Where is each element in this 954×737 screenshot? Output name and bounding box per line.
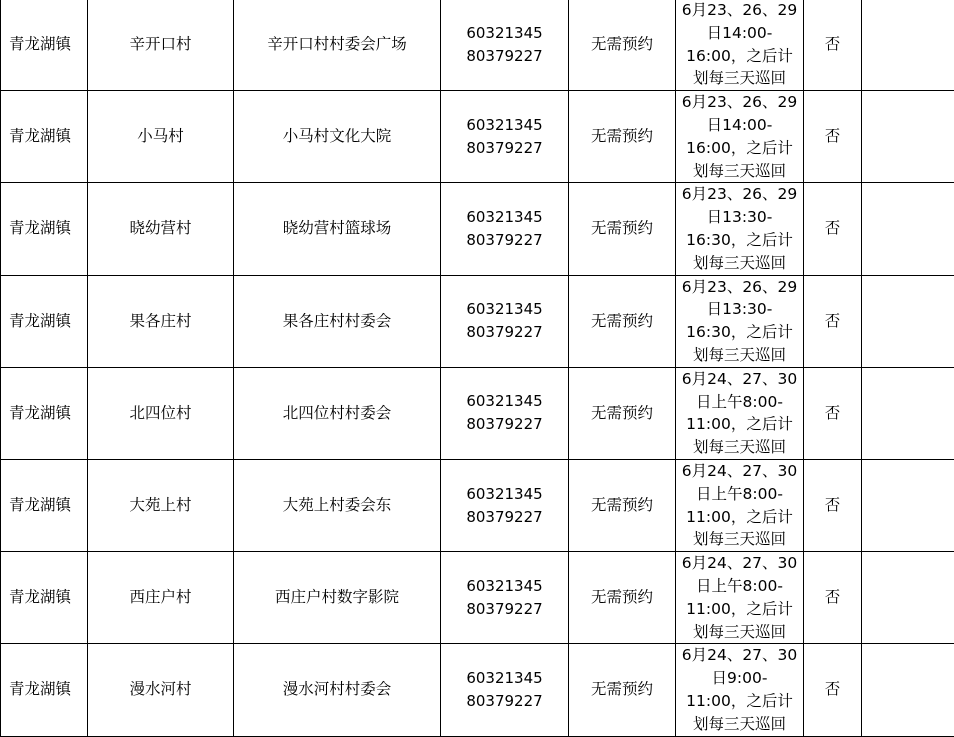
town-cell (1, 367, 88, 459)
schedule-line: 6月23、26、29 (676, 91, 803, 114)
village-cell (88, 644, 234, 736)
phone-cell (441, 183, 569, 275)
town-cell (1, 459, 88, 551)
village-text: 大苑上村 (88, 494, 233, 517)
appointment-cell (569, 552, 676, 644)
flag-text: 否 (804, 678, 861, 701)
location-cell (234, 644, 441, 736)
town-cell (1, 552, 88, 644)
appointment-cell (569, 367, 676, 459)
village-text: 西庄户村 (88, 586, 233, 609)
town-text: 青龙湖镇 (9, 125, 87, 148)
table-row (1, 275, 954, 367)
schedule-cell (676, 459, 804, 551)
empty-cell (862, 644, 954, 736)
town-text: 青龙湖镇 (9, 586, 87, 609)
village-text: 晓幼营村 (88, 217, 233, 240)
schedule-line: 日14:00- (676, 22, 803, 45)
phone-number: 80379227 (441, 321, 568, 344)
phone-cell (441, 0, 569, 91)
schedule-cell (676, 552, 804, 644)
flag-text: 否 (804, 586, 861, 609)
phone-number: 60321345 (441, 390, 568, 413)
phone-cell (441, 91, 569, 183)
empty-cell (862, 275, 954, 367)
village-cell (88, 91, 234, 183)
appointment-cell (569, 644, 676, 736)
schedule-cell (676, 367, 804, 459)
village-cell (88, 0, 234, 91)
appointment-cell (569, 275, 676, 367)
table-body (1, 0, 954, 736)
flag-cell (804, 183, 862, 275)
phone-number: 60321345 (441, 483, 568, 506)
location-text: 辛开口村村委会广场 (234, 33, 440, 56)
appointment-cell (569, 0, 676, 91)
flag-cell (804, 0, 862, 91)
schedule-line: 6月24、27、30 (676, 368, 803, 391)
phone-number: 80379227 (441, 690, 568, 713)
schedule-line: 划每三天巡回 (676, 252, 803, 275)
town-text: 青龙湖镇 (9, 217, 87, 240)
location-text: 北四位村村委会 (234, 402, 440, 425)
town-text: 青龙湖镇 (9, 402, 87, 425)
location-text: 晓幼营村篮球场 (234, 217, 440, 240)
village-cell (88, 275, 234, 367)
empty-cell (862, 459, 954, 551)
schedule-line: 划每三天巡回 (676, 344, 803, 367)
table-row (1, 552, 954, 644)
appointment-cell (569, 459, 676, 551)
town-cell (1, 275, 88, 367)
location-cell (234, 459, 441, 551)
schedule-line: 11:00，之后计 (676, 598, 803, 621)
town-text: 青龙湖镇 (9, 33, 87, 56)
schedule-line: 6月24、27、30 (676, 552, 803, 575)
empty-cell (862, 91, 954, 183)
town-text: 青龙湖镇 (9, 494, 87, 517)
schedule-line: 划每三天巡回 (676, 528, 803, 551)
schedule-line: 16:00，之后计 (676, 45, 803, 68)
town-cell (1, 183, 88, 275)
village-cell (88, 367, 234, 459)
appointment-text: 无需预约 (569, 217, 675, 240)
schedule-line: 16:30，之后计 (676, 229, 803, 252)
appointment-text: 无需预约 (569, 310, 675, 333)
phone-number: 80379227 (441, 598, 568, 621)
schedule-line: 16:00，之后计 (676, 137, 803, 160)
phone-number: 60321345 (441, 575, 568, 598)
phone-number: 80379227 (441, 137, 568, 160)
location-cell (234, 552, 441, 644)
schedule-line: 6月24、27、30 (676, 644, 803, 667)
schedule-line: 6月24、27、30 (676, 460, 803, 483)
schedule-line: 6月23、26、29 (676, 183, 803, 206)
phone-number: 80379227 (441, 413, 568, 436)
appointment-text: 无需预约 (569, 125, 675, 148)
location-cell (234, 0, 441, 91)
schedule-line: 日上午8:00- (676, 483, 803, 506)
village-text: 辛开口村 (88, 33, 233, 56)
table-row (1, 459, 954, 551)
location-cell (234, 275, 441, 367)
flag-text: 否 (804, 217, 861, 240)
appointment-text: 无需预约 (569, 402, 675, 425)
village-text: 漫水河村 (88, 678, 233, 701)
location-cell (234, 183, 441, 275)
table-row (1, 644, 954, 736)
appointment-text: 无需预约 (569, 678, 675, 701)
schedule-line: 11:00，之后计 (676, 690, 803, 713)
flag-cell (804, 552, 862, 644)
flag-text: 否 (804, 125, 861, 148)
phone-number: 60321345 (441, 206, 568, 229)
town-cell (1, 91, 88, 183)
empty-cell (862, 0, 954, 91)
town-cell (1, 0, 88, 91)
flag-text: 否 (804, 402, 861, 425)
village-text: 北四位村 (88, 402, 233, 425)
empty-cell (862, 367, 954, 459)
flag-text: 否 (804, 33, 861, 56)
table-row (1, 367, 954, 459)
flag-cell (804, 367, 862, 459)
table-row (1, 0, 954, 91)
flag-text: 否 (804, 310, 861, 333)
town-text: 青龙湖镇 (9, 678, 87, 701)
schedule-line: 11:00，之后计 (676, 413, 803, 436)
schedule-line: 日上午8:00- (676, 391, 803, 414)
appointment-text: 无需预约 (569, 586, 675, 609)
flag-text: 否 (804, 494, 861, 517)
empty-cell (862, 552, 954, 644)
appointment-cell (569, 91, 676, 183)
location-text: 果各庄村村委会 (234, 310, 440, 333)
flag-cell (804, 91, 862, 183)
schedule-cell (676, 91, 804, 183)
location-text: 小马村文化大院 (234, 125, 440, 148)
empty-cell (862, 183, 954, 275)
phone-number: 60321345 (441, 298, 568, 321)
schedule-line: 日9:00- (676, 667, 803, 690)
phone-cell (441, 459, 569, 551)
schedule-cell (676, 183, 804, 275)
phone-cell (441, 552, 569, 644)
village-text: 果各庄村 (88, 310, 233, 333)
schedule-line: 6月23、26、29 (676, 0, 803, 22)
location-text: 大苑上村委会东 (234, 494, 440, 517)
town-text: 青龙湖镇 (9, 310, 87, 333)
village-text: 小马村 (88, 125, 233, 148)
schedule-line: 划每三天巡回 (676, 67, 803, 90)
table-row (1, 91, 954, 183)
schedule-line: 划每三天巡回 (676, 160, 803, 183)
schedule-line: 日14:00- (676, 114, 803, 137)
phone-number: 80379227 (441, 229, 568, 252)
village-cell (88, 552, 234, 644)
village-cell (88, 183, 234, 275)
schedule-line: 16:30，之后计 (676, 321, 803, 344)
schedule-cell (676, 0, 804, 91)
phone-cell (441, 367, 569, 459)
appointment-cell (569, 183, 676, 275)
phone-number: 60321345 (441, 114, 568, 137)
phone-cell (441, 275, 569, 367)
phone-number: 60321345 (441, 667, 568, 690)
phone-number: 80379227 (441, 506, 568, 529)
schedule-line: 日13:30- (676, 298, 803, 321)
phone-number: 60321345 (441, 22, 568, 45)
location-text: 漫水河村村委会 (234, 678, 440, 701)
schedule-line: 划每三天巡回 (676, 436, 803, 459)
location-text: 西庄户村数字影院 (234, 586, 440, 609)
schedule-cell (676, 644, 804, 736)
table-row (1, 183, 954, 275)
schedule-line: 划每三天巡回 (676, 621, 803, 644)
location-cell (234, 367, 441, 459)
phone-number: 80379227 (441, 45, 568, 68)
flag-cell (804, 644, 862, 736)
schedule-line: 11:00，之后计 (676, 506, 803, 529)
phone-cell (441, 644, 569, 736)
schedule-cell (676, 275, 804, 367)
appointment-text: 无需预约 (569, 33, 675, 56)
schedule-line: 日13:30- (676, 206, 803, 229)
flag-cell (804, 459, 862, 551)
appointment-text: 无需预约 (569, 494, 675, 517)
schedule-line: 日上午8:00- (676, 575, 803, 598)
schedule-line: 6月23、26、29 (676, 276, 803, 299)
village-cell (88, 459, 234, 551)
town-cell (1, 644, 88, 736)
location-cell (234, 91, 441, 183)
flag-cell (804, 275, 862, 367)
schedule-line: 划每三天巡回 (676, 713, 803, 736)
